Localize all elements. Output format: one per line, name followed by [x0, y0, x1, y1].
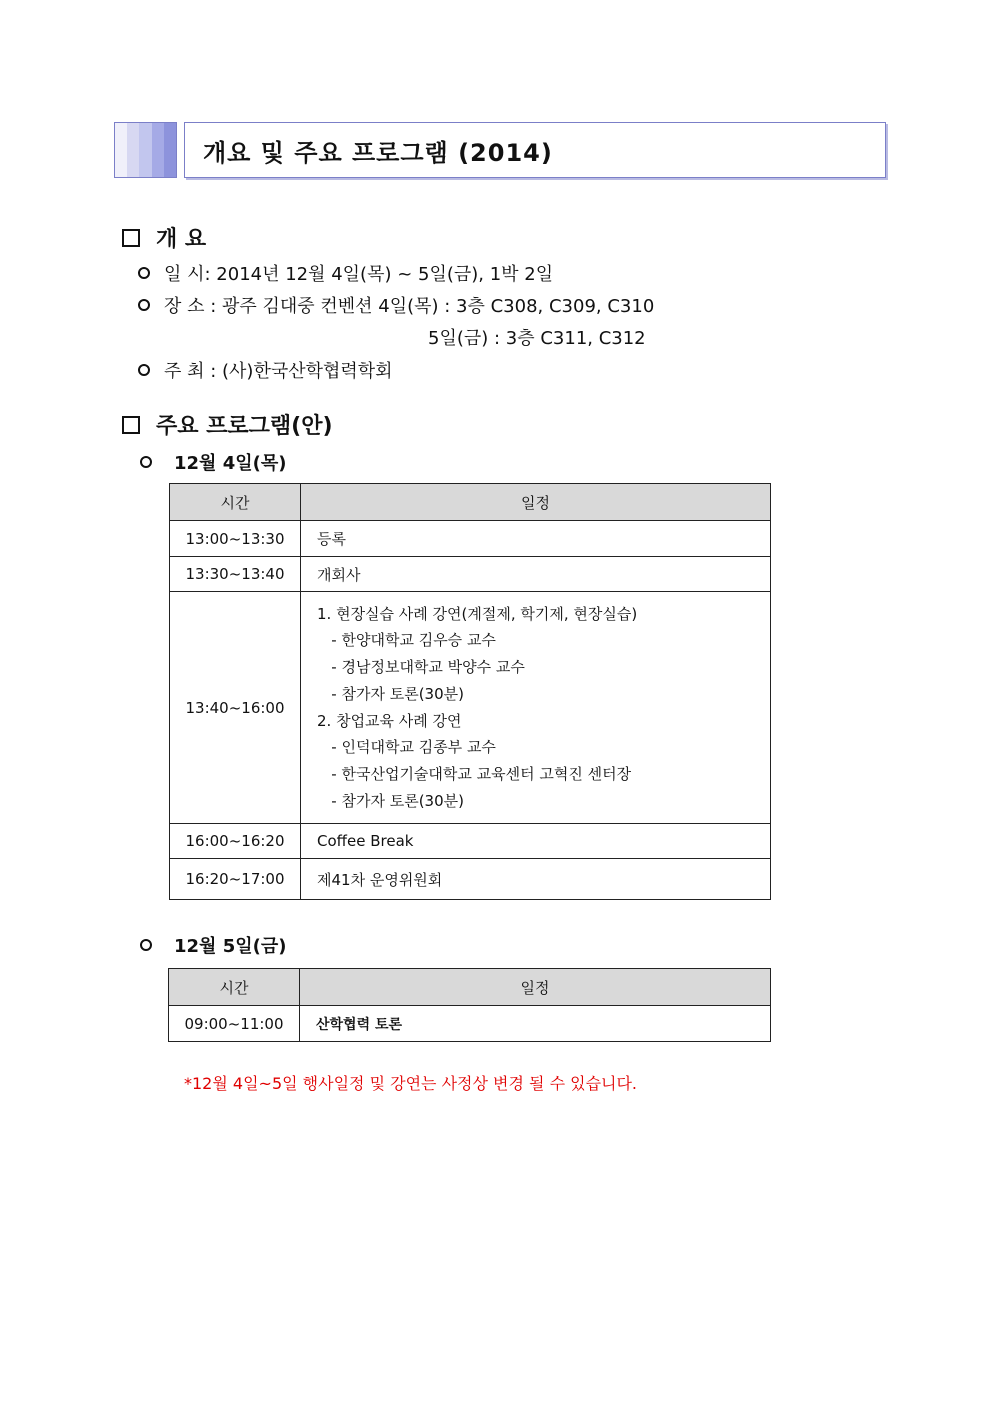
day1-label: [140, 449, 286, 475]
circle-bullet-icon: [140, 456, 152, 468]
table-header-row: [170, 484, 771, 521]
schedule-line: - 한양대학교 김우승 교수: [317, 631, 496, 650]
schedule-line: - 인덕대학교 김종부 교수: [317, 738, 496, 757]
table-row: [170, 592, 771, 824]
day2-label-text: 12월 5일(금): [174, 936, 287, 957]
schedule-cell: Coffee Break: [301, 824, 771, 859]
circle-bullet-icon: [140, 939, 152, 951]
overview-date: [138, 260, 553, 286]
day1-table: [169, 483, 771, 900]
table-row: [170, 557, 771, 592]
circle-bullet-icon: [138, 267, 150, 279]
schedule-line: - 경남정보대학교 박양수 교수: [317, 658, 525, 677]
schedule-cell: 산학협력 토론: [300, 1006, 771, 1042]
circle-bullet-icon: [138, 364, 150, 376]
col-schedule-header: 일정: [300, 969, 771, 1006]
overview-heading: [122, 222, 206, 253]
overview-date-text: 일 시: 2014년 12월 4일(목) ~ 5일(금), 1박 2일: [164, 264, 554, 285]
time-cell: 09:00~11:00: [169, 1006, 300, 1042]
program-heading: [122, 409, 333, 440]
table-row: [170, 859, 771, 900]
page-title: 개요 및 주요 프로그램 (2014): [184, 122, 886, 178]
program-heading-text: 주요 프로그램(안): [156, 414, 333, 439]
checkbox-square-icon: [122, 229, 140, 247]
schedule-line: - 참가자 토론(30분): [317, 791, 464, 810]
day2-table: [168, 968, 771, 1042]
col-schedule-header: 일정: [301, 484, 771, 521]
schedule-cell: 제41차 운영위원회: [301, 859, 771, 900]
overview-host: [138, 357, 393, 383]
time-cell: 13:30~13:40: [170, 557, 301, 592]
overview-venue-2-text: 5일(금) : 3층 C311, C312: [428, 328, 646, 349]
stripe: [127, 123, 139, 177]
overview-heading-text: 개 요: [156, 227, 207, 252]
schedule-line: - 참가자 토론(30분): [317, 684, 464, 703]
time-cell: 16:20~17:00: [170, 859, 301, 900]
title-stripes: [114, 122, 177, 178]
col-time-header: 시간: [170, 484, 301, 521]
overview-venue-text: 장 소 : 광주 김대중 컨벤션 4일(목) : 3층 C308, C309, C310: [164, 296, 655, 317]
stripe: [115, 123, 127, 177]
schedule-line: - 한국산업기술대학교 교육센터 고혁진 센터장: [317, 764, 632, 783]
time-cell: 13:40~16:00: [170, 592, 301, 824]
circle-bullet-icon: [138, 299, 150, 311]
schedule-cell: 등록: [301, 521, 771, 557]
schedule-line: 1. 현장실습 사례 강연(계절제, 학기제, 현장실습): [317, 604, 638, 623]
day2-label: [140, 932, 286, 958]
schedule-change-note: *12월 4일~5일 행사일정 및 강연는 사정상 변경 될 수 있습니다.: [184, 1074, 638, 1093]
stripe: [164, 123, 176, 177]
schedule-cell: [301, 592, 771, 824]
schedule-cell: 개회사: [301, 557, 771, 592]
col-time-header: 시간: [169, 969, 300, 1006]
title-banner: [114, 122, 886, 178]
stripe: [152, 123, 164, 177]
time-cell: 16:00~16:20: [170, 824, 301, 859]
checkbox-square-icon: [122, 416, 140, 434]
table-row: [170, 824, 771, 859]
stripe: [139, 123, 151, 177]
table-row: [169, 1006, 771, 1042]
time-cell: 13:00~13:30: [170, 521, 301, 557]
table-header-row: [169, 969, 771, 1006]
day1-label-text: 12월 4일(목): [174, 453, 287, 474]
overview-venue-2: [428, 324, 646, 350]
table-row: [170, 521, 771, 557]
overview-host-text: 주 최 : (사)한국산학협력학회: [164, 361, 393, 382]
schedule-line: 2. 창업교육 사례 강연: [317, 711, 462, 730]
overview-venue: [138, 292, 654, 318]
